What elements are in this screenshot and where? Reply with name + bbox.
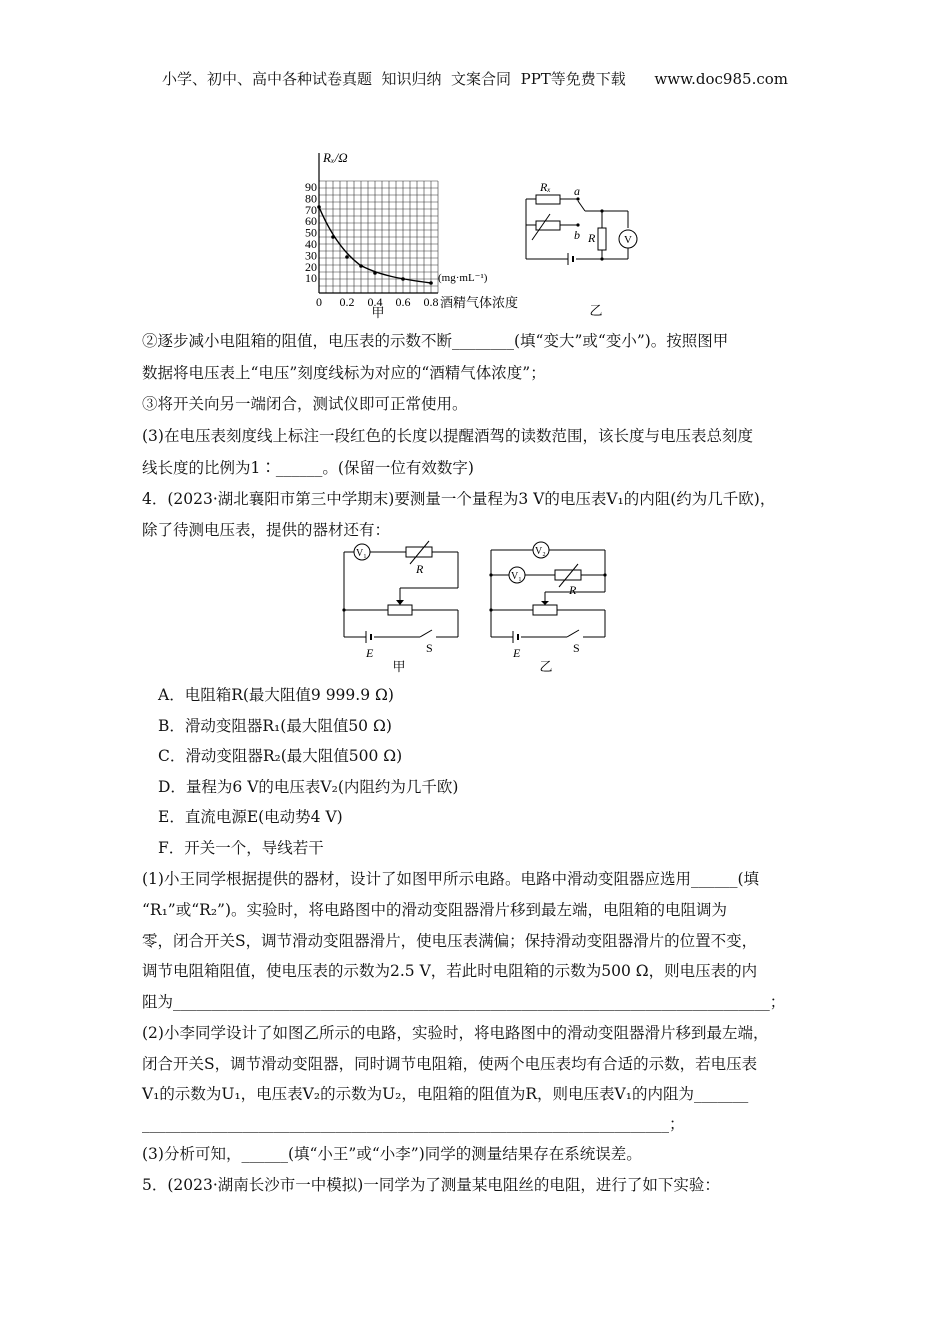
text-line: 除了待测电压表，提供的器材还有： [142, 521, 391, 539]
text-line: (2)小李同学设计了如图乙所示的电路，实验时，将电路图中的滑动变阻器滑片移到最左端， [142, 1024, 769, 1042]
y-tick-label: 30 [305, 248, 317, 263]
svg-text:R: R [588, 231, 596, 245]
y-tick-label: 90 [305, 180, 317, 194]
svg-text:V₁: V₁ [511, 571, 522, 582]
graph-grid [319, 181, 438, 293]
text-line: V₁的示数为U₁，电压表V₂的示数为U₂，电阻箱的阻值为R，则电压表V₁的内阻为_______ [142, 1085, 749, 1103]
y-tick-label: 20 [305, 259, 317, 274]
rx-resistor [536, 195, 560, 204]
resistor-r [598, 228, 606, 250]
y-axis-label: Rₓ/Ω [323, 150, 348, 165]
text-line: (1)小王同学根据提供的器材，设计了如图甲所示电路。电路中滑动变阻器应选用______(填 [142, 870, 760, 888]
fig1-caption: 甲 [371, 305, 385, 320]
circuit-jia [336, 540, 466, 675]
svg-text:R: R [416, 562, 424, 576]
y-tick-label: 50 [305, 225, 317, 240]
svg-text:V: V [624, 234, 632, 246]
text-line: 线长度的比例为1∶______。(保留一位有效数字) [142, 459, 474, 477]
text-line: 4．(2023·湖北襄阳市第三中学期末)要测量一个量程为3 V的电压表V₁的内阻(约为几千欧)， [142, 490, 776, 508]
svg-text:Rₓ: Rₓ [540, 180, 551, 194]
option-b: B．滑动变阻器R₁(最大阻值50 Ω) [158, 717, 392, 735]
text-line: 闭合开关S，调节滑动变阻器，同时调节电阻箱，使两个电压表均有合适的示数，若电压表 [142, 1055, 758, 1073]
svg-text:S: S [573, 641, 580, 655]
switch-s [567, 630, 579, 637]
option-e: E．直流电源E(电动势4 V) [158, 808, 343, 826]
circuit-yi-top [520, 178, 650, 323]
text-line: (3)分析可知，______(填“小王”或“小李”)同学的测量结果存在系统误差。 [142, 1145, 642, 1163]
y-tick-label: 60 [305, 214, 317, 229]
svg-text:a: a [574, 184, 580, 198]
x-tick-label: 0.8 [423, 295, 439, 309]
resistance-box [406, 547, 432, 557]
x-tick-label: 0.6 [395, 295, 411, 309]
rheostat [533, 605, 557, 615]
switch-s [420, 630, 432, 637]
svg-text:b: b [574, 228, 580, 242]
y-tick-label: 80 [305, 191, 317, 206]
text-line: 调节电阻箱阻值，使电压表的示数为2.5 V，若此时电阻箱的示数为500 Ω，则电压表的内 [142, 962, 758, 980]
option-f: F．开关一个，导线若干 [158, 839, 324, 857]
fig2-caption: 乙 [589, 303, 603, 318]
y-tick-label: 40 [305, 237, 317, 251]
x-axis-label: 酒精气体浓度 [440, 295, 519, 310]
svg-text:R: R [569, 583, 577, 597]
rx-concentration-graph [290, 145, 540, 320]
option-a: A．电阻箱R(最大阻值9 999.9 Ω) [158, 686, 394, 704]
svg-text:E: E [513, 646, 521, 660]
text-line: “R₁”或“R₂”)。实验时，将电路图中的滑动变阻器滑片移到最左端，电阻箱的电阻调为 [142, 901, 728, 919]
text-line: 零，闭合开关S，调节滑动变阻器滑片，使电压表满偏；保持滑动变阻器滑片的位置不变， [142, 932, 758, 950]
y-tick-label: 70 [305, 202, 317, 217]
y-tick-label: 10 [305, 271, 317, 286]
text-line: 阻为_____________________________________________________________________________； [142, 993, 786, 1011]
x-tick-label: 0 [316, 295, 322, 309]
resistance-box [555, 570, 581, 580]
x-tick-label: 0.4 [367, 295, 383, 309]
page-header: 小学、初中、高中各种试卷真题 知识归纳 文案合同 PPT等免费下载 www.doc985.com [161, 70, 788, 88]
svg-text:E: E [366, 646, 374, 660]
text-line: 5．(2023·湖南长沙市一中模拟)一同学为了测量某电阻丝的电阻，进行了如下实验： [142, 1176, 720, 1194]
text-line: ____________________________________________________________________； [142, 1115, 685, 1133]
svg-text:S: S [426, 641, 433, 655]
rheostat [388, 605, 412, 615]
text-line: (3)在电压表刻度线上标注一段红色的长度以提醒酒驾的读数范围，该长度与电压表总刻度 [142, 427, 753, 445]
x-tick-label: 0.2 [339, 295, 355, 309]
svg-text:V₂: V₂ [535, 546, 546, 557]
text-line: 数据将电压表上“电压”刻度线标为对应的“酒精气体浓度”； [142, 364, 546, 382]
text-line: ②逐步减小电阻箱的阻值，电压表的示数不断________(填“变大”或“变小”)。按照图甲 [142, 332, 729, 350]
option-d: D．量程为6 V的电压表V₂(内阻约为几千欧) [158, 778, 459, 796]
switch-blade [578, 201, 585, 211]
fig4-caption: 乙 [539, 659, 553, 674]
circuit-yi-bottom [483, 540, 613, 675]
text-line: ③将开关向另一端闭合，测试仪即可正常使用。 [142, 395, 468, 413]
option-c: C．滑动变阻器R₂(最大阻值500 Ω) [158, 747, 403, 765]
svg-text:V₁: V₁ [356, 548, 367, 559]
fig3-caption: 甲 [392, 659, 406, 674]
x-unit: (mg·mL⁻¹) [438, 272, 488, 284]
